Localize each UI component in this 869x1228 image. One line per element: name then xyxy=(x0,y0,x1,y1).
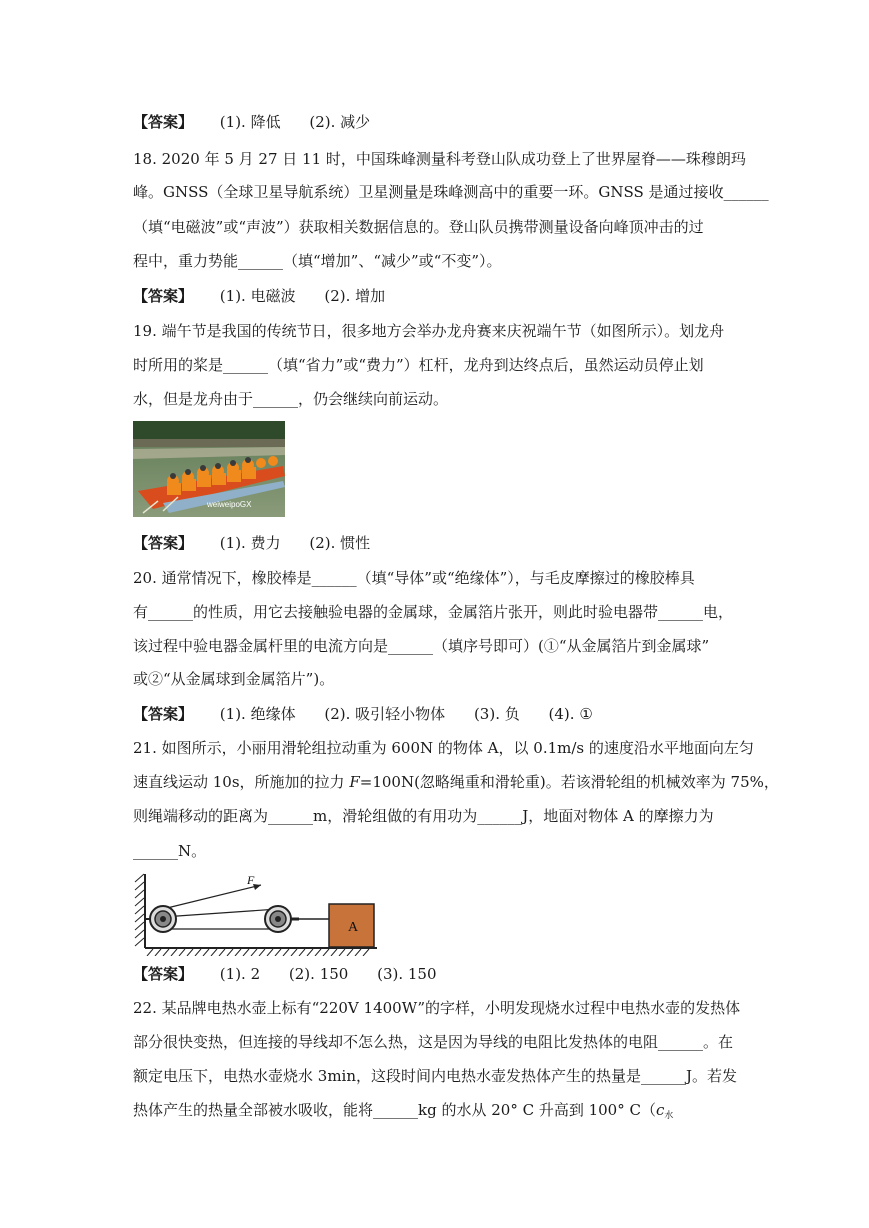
question-18-line-4: 程中，重力势能______（填“增加”、“减少”或“不变”）。 xyxy=(133,252,502,270)
block-label-a: A xyxy=(348,920,359,935)
question-22-line-3: 额定电压下，电热水壶烧水 3min，这段时间内电热水壶发热体产生的热量是______J。若发 xyxy=(133,1067,738,1085)
question-22-line-1: 22. 某品牌电热水壶上标有“220V 1400W”的字样，小明发现烧水过程中电热水壶的发热体 xyxy=(133,999,741,1017)
answer-item: (1). 降低 xyxy=(219,113,281,131)
answer-item: (2). 吸引轻小物体 xyxy=(324,705,446,723)
question-21-text: =100N(忽略绳重和滑轮重)。若该滑轮组的机械效率为 75%， xyxy=(359,773,779,791)
question-20-line-4: 或②“从金属球到金属箔片”)。 xyxy=(133,670,335,688)
answer-tag: 【答案】 xyxy=(133,705,194,723)
question-19-line-1: 19. 端午节是我国的传统节日，很多地方会举办龙舟赛来庆祝端午节（如图所示）。划龙舟 xyxy=(133,322,725,340)
answer-item: (2). 150 xyxy=(288,965,349,983)
question-19-line-3: 水，但是龙舟由于______，仍会继续向前运动。 xyxy=(133,390,449,408)
answer-item: (2). 增加 xyxy=(324,287,386,305)
answer-item: (1). 绝缘体 xyxy=(219,705,296,723)
specific-heat-subscript: 水 xyxy=(664,1111,674,1121)
question-21-line-1: 21. 如图所示，小丽用滑轮组拉动重为 600N 的物体 A，以 0.1m/s 的速度沿水平地面向左匀 xyxy=(133,739,754,757)
answer-19 xyxy=(133,533,394,553)
force-symbol: F xyxy=(349,773,360,791)
question-19-line-2: 时所用的桨是______（填“省力”或“费力”）杠杆，龙舟到达终点后，虽然运动员停止划 xyxy=(133,356,704,374)
question-18-line-1: 18. 2020 年 5 月 27 日 11 时，中国珠峰测量科考登山队成功登上了世界屋脊——珠穆朗玛 xyxy=(133,150,746,168)
dragon-boat-image xyxy=(133,421,285,517)
question-21-text: 速直线运动 10s，所施加的拉力 xyxy=(133,773,350,791)
question-18-line-3: （填“电磁波”或“声波”）获取相关数据信息的。登山队员携带测量设备向峰顶冲击的过 xyxy=(133,218,704,236)
force-label-f: F xyxy=(247,873,255,887)
answer-item: (1). 费力 xyxy=(219,534,281,552)
question-20-line-3: 该过程中验电器金属杆里的电流方向是______（填序号即可）(①“从金属箔片到金属球” xyxy=(133,637,710,655)
answer-item: (2). 减少 xyxy=(309,113,371,131)
pulley-system-figure xyxy=(133,872,377,956)
answer-item: (3). 负 xyxy=(473,705,520,723)
pulley-diagram xyxy=(133,872,377,956)
question-22-line-2: 部分很快变热，但连接的导线却不怎么热，这是因为导线的电阻比发热体的电阻______。在 xyxy=(133,1033,734,1051)
question-21-line-2 xyxy=(133,772,779,792)
answer-item: (3). 150 xyxy=(377,965,437,983)
answer-item: (4). ① xyxy=(548,705,593,723)
answer-20 xyxy=(133,704,617,724)
question-22-line-4 xyxy=(133,1100,673,1126)
answer-17 xyxy=(133,112,394,132)
answer-item: (2). 惯性 xyxy=(309,534,371,552)
answer-18 xyxy=(133,286,409,306)
answer-tag: 【答案】 xyxy=(133,113,194,131)
question-22-text: 热体产生的热量全部被水吸收，能将______kg 的水从 20° C 升高到 100° C（ xyxy=(133,1101,656,1119)
question-21-line-4: ______N。 xyxy=(133,842,207,860)
answer-tag: 【答案】 xyxy=(133,287,194,305)
specific-heat-symbol: c xyxy=(655,1101,665,1119)
answer-item: (1). 电磁波 xyxy=(219,287,296,305)
question-21-line-3: 则绳端移动的距离为______m，滑轮组做的有用功为______J，地面对物体 A 的摩擦力为 xyxy=(133,807,714,825)
question-20-line-1: 20. 通常情况下，橡胶棒是______（填“导体”或“绝缘体”），与毛皮摩擦过的橡胶棒具 xyxy=(133,569,695,587)
answer-item: (1). 2 xyxy=(219,965,261,983)
question-18-line-2: 峰。GNSS（全球卫星导航系统）卫星测量是珠峰测高中的重要一环。GNSS 是通过接收______ xyxy=(133,183,769,201)
dragon-boat-photo xyxy=(133,421,285,517)
question-20-line-2: 有______的性质，用它去接触验电器的金属球，金属箔片张开，则此时验电器带______电， xyxy=(133,603,734,621)
answer-tag: 【答案】 xyxy=(133,965,194,983)
photo-watermark: weiweipoGX xyxy=(207,500,252,509)
answer-tag: 【答案】 xyxy=(133,534,194,552)
answer-21 xyxy=(133,964,461,984)
